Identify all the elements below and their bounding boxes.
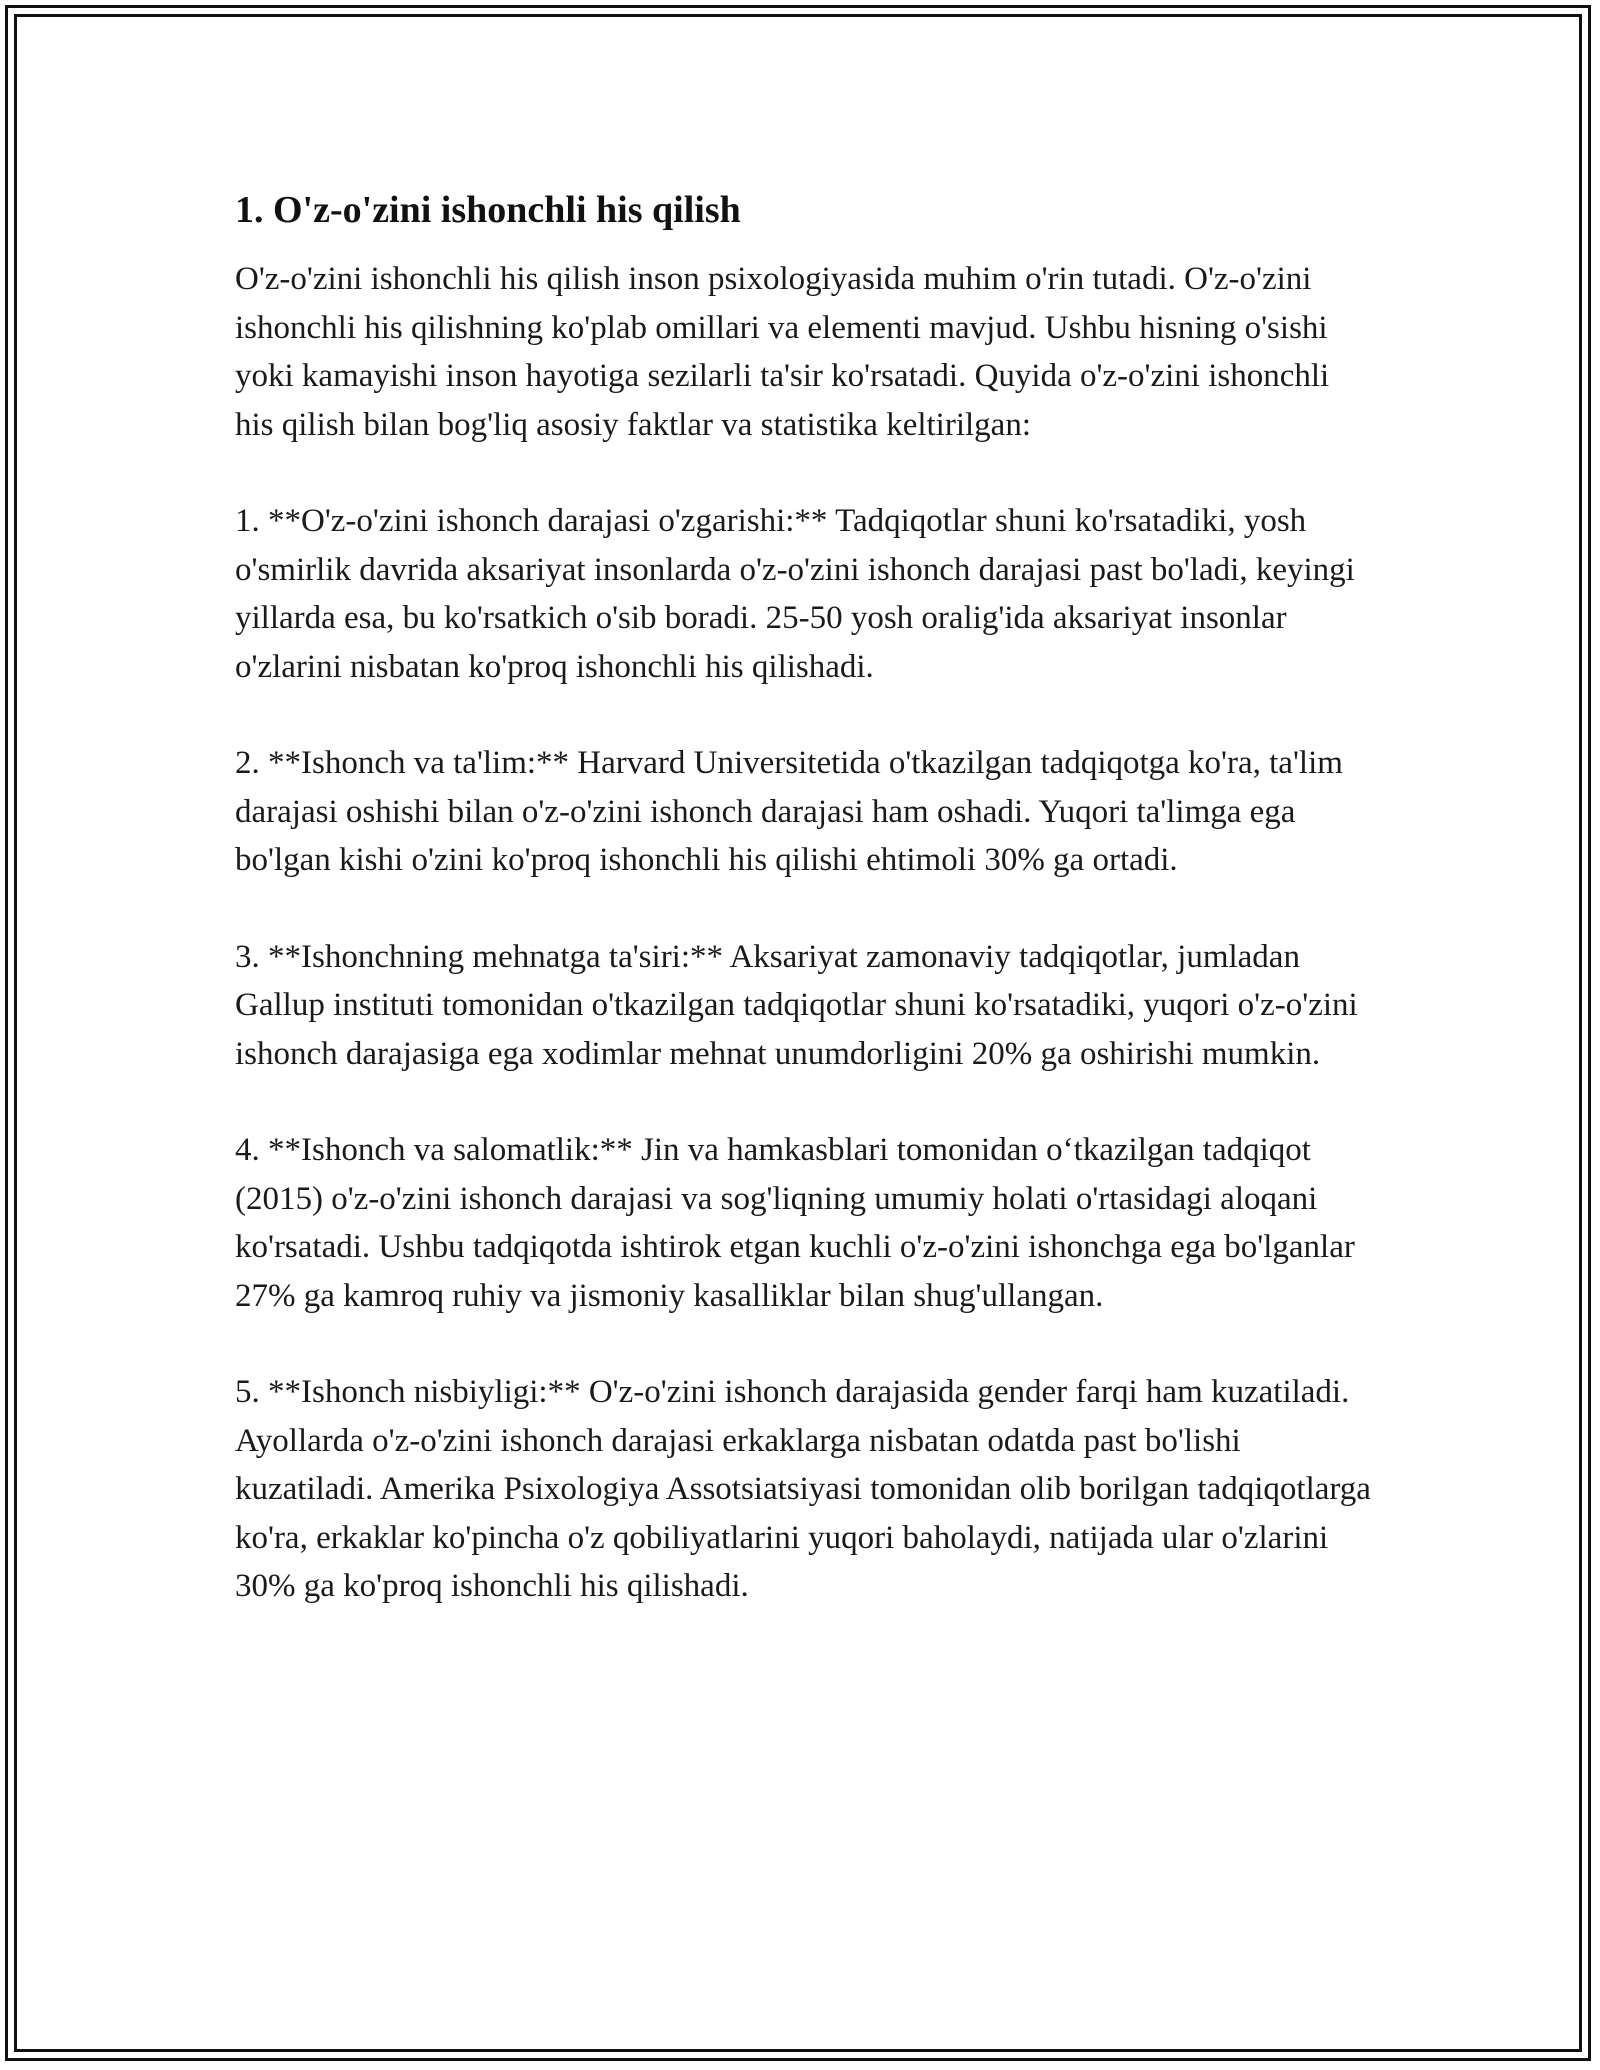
fact-paragraph-4: 4. **Ishonch va salomatlik:** Jin va hamkasblari tomonidan o‘tkazilgan tadqiqot (2015) o'z-o'zini ishonch darajasi va sog'liqning umumiy holati o'rtasidagi aloqani ko'rsatadi. Ushbu tadqiqotda ishtirok etgan kuchli o'z-o'zini ishonchga ega bo'lganlar 27% ga kamroq ruhiy va jismoniy kasalliklar bilan shug'ullangan. [235,1132,1355,1314]
fact-paragraph-3: 3. **Ishonchning mehnatga ta'siri:** Aksariyat zamonaviy tadqiqotlar, jumladan Gallup instituti tomonidan o'tkazilgan tadqiqotlar shuni ko'rsatadiki, yuqori o'z-o'zini ishonch darajasiga ega xodimlar mehnat unumdorligini 20% ga oshirishi mumkin. [235,938,1358,1072]
document-body [235,185,1375,1659]
section-heading: 1. O'z-o'zini ishonchli his qilish [235,189,741,231]
fact-paragraph-5: 5. **Ishonch nisbiyligi:** O'z-o'zini ishonch darajasida gender farqi ham kuzatiladi. Ayollarda o'z-o'zini ishonch darajasi erkaklarga nisbatan odatda past bo'lishi kuzatiladi. Amerika Psixologiya Assotsiatsiyasi tomonidan olib borilgan tadqiqotlarga ko'ra, erkaklar ko'pincha o'z qobiliyatlarini yuqori baholaydi, natijada ular o'zlarini 30% ga ko'proq ishonchli his qilishadi. [235,1374,1371,1604]
intro-paragraph: O'z-o'zini ishonchli his qilish inson psixologiyasida muhim o'rin tutadi. O'z-o'zini ishonchli his qilishning ko'plab omillari va elementi mavjud. Ushbu hisning o'sishi yoki kamayishi inson hayotiga sezilarli ta'sir ko'rsatadi. Quyida o'z-o'zini ishonchli his qilish bilan bog'liq asosiy faktlar va statistika keltirilgan: [235,261,1330,443]
fact-paragraph-2: 2. **Ishonch va ta'lim:** Harvard Universitetida o'tkazilgan tadqiqotga ko'ra, ta'lim darajasi oshishi bilan o'z-o'zini ishonch darajasi ham oshadi. Yuqori ta'limga ega bo'lgan kishi o'zini ko'proq ishonchli his qilishi ehtimoli 30% ga ortadi. [235,745,1343,878]
fact-paragraph-1: 1. **O'z-o'zini ishonch darajasi o'zgarishi:** Tadqiqotlar shuni ko'rsatadiki, yosh o'smirlik davrida aksariyat insonlarda o'z-o'zini ishonch darajasi past bo'ladi, keyingi yillarda esa, bu ko'rsatkich o'sib boradi. 25-50 yosh oralig'ida aksariyat insonlar o'zlarini nisbatan ko'proq ishonchli his qilishadi. [235,503,1355,685]
